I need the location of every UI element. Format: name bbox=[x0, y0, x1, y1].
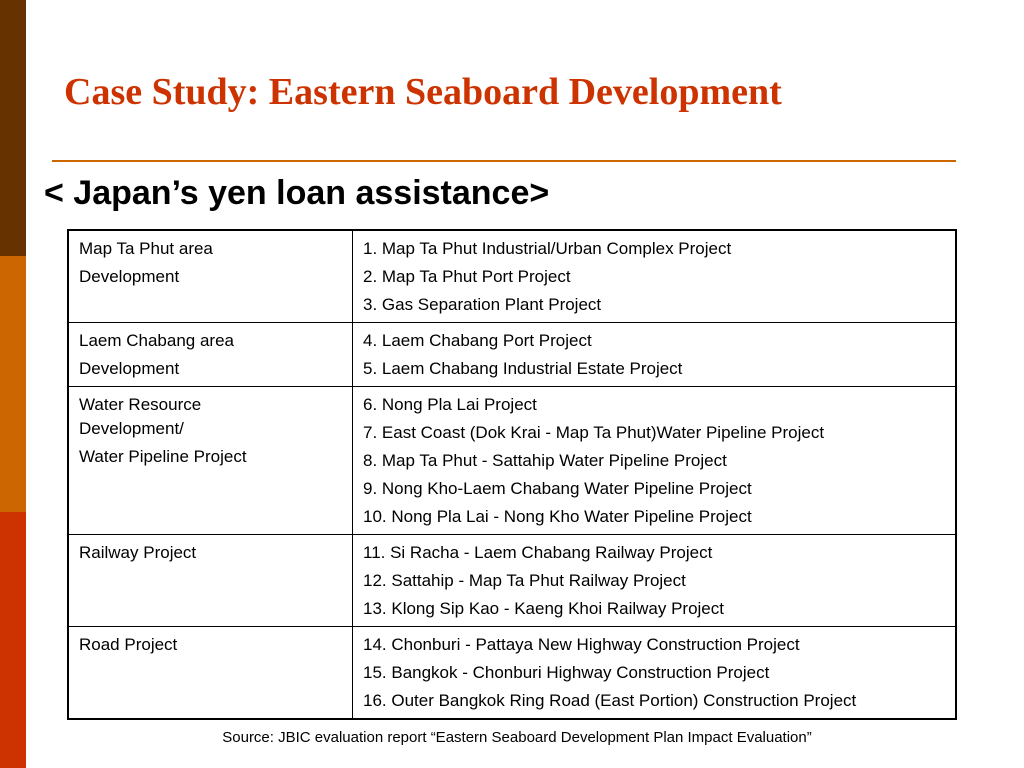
projects-cell bbox=[353, 323, 957, 387]
area-cell bbox=[68, 535, 353, 627]
area-cell bbox=[68, 387, 353, 535]
table-row bbox=[68, 627, 956, 720]
table-row bbox=[68, 387, 956, 535]
title-divider bbox=[52, 160, 956, 162]
slide-title: Case Study: Eastern Seaboard Development bbox=[64, 71, 782, 113]
side-bar-segment-orange bbox=[0, 256, 26, 512]
source-citation: Source: JBIC evaluation report “Eastern Seaboard Development Plan Impact Evaluation” bbox=[222, 729, 812, 746]
project-item: 15. Bangkok - Chonburi Highway Construction Project bbox=[363, 663, 770, 682]
project-item: 11. Si Racha - Laem Chabang Railway Project bbox=[363, 543, 713, 562]
table-row bbox=[68, 230, 956, 323]
table-row bbox=[68, 535, 956, 627]
project-item: 13. Klong Sip Kao - Kaeng Khoi Railway Project bbox=[363, 599, 724, 618]
yen-loan-projects-table bbox=[67, 229, 957, 720]
project-item: 10. Nong Pla Lai - Nong Kho Water Pipeline Project bbox=[363, 507, 752, 526]
project-item: 1. Map Ta Phut Industrial/Urban Complex Project bbox=[363, 239, 732, 258]
project-item: 14. Chonburi - Pattaya New Highway Construction Project bbox=[363, 635, 800, 654]
project-item: 12. Sattahip - Map Ta Phut Railway Project bbox=[363, 571, 686, 590]
table-row bbox=[68, 323, 956, 387]
area-label: Road Project bbox=[79, 635, 178, 654]
project-item: 3. Gas Separation Plant Project bbox=[363, 295, 602, 314]
project-item: 2. Map Ta Phut Port Project bbox=[363, 267, 571, 286]
area-label: Map Ta Phut area bbox=[79, 239, 213, 258]
projects-cell bbox=[353, 387, 957, 535]
projects-cell bbox=[353, 627, 957, 720]
area-cell bbox=[68, 323, 353, 387]
area-label: Laem Chabang area bbox=[79, 331, 235, 350]
area-label: Water Pipeline Project bbox=[79, 447, 247, 466]
project-item: 16. Outer Bangkok Ring Road (East Portion) Construction Project bbox=[363, 691, 857, 710]
project-item: 6. Nong Pla Lai Project bbox=[363, 395, 537, 414]
project-item: 5. Laem Chabang Industrial Estate Project bbox=[363, 359, 683, 378]
area-label: Development bbox=[79, 267, 180, 286]
side-bar-segment-dark bbox=[0, 0, 26, 256]
projects-cell bbox=[353, 535, 957, 627]
side-color-bar bbox=[0, 0, 26, 768]
area-label: Water Resource Development/ bbox=[79, 395, 202, 438]
area-label: Railway Project bbox=[79, 543, 197, 562]
area-cell bbox=[68, 627, 353, 720]
slide-subtitle: < Japan’s yen loan assistance> bbox=[44, 174, 550, 212]
project-item: 4. Laem Chabang Port Project bbox=[363, 331, 592, 350]
area-cell bbox=[68, 230, 353, 323]
projects-cell bbox=[353, 230, 957, 323]
project-item: 9. Nong Kho-Laem Chabang Water Pipeline Project bbox=[363, 479, 752, 498]
area-label: Development bbox=[79, 359, 180, 378]
project-item: 7. East Coast (Dok Krai - Map Ta Phut)Water Pipeline Project bbox=[363, 423, 825, 442]
project-item: 8. Map Ta Phut - Sattahip Water Pipeline Project bbox=[363, 451, 727, 470]
